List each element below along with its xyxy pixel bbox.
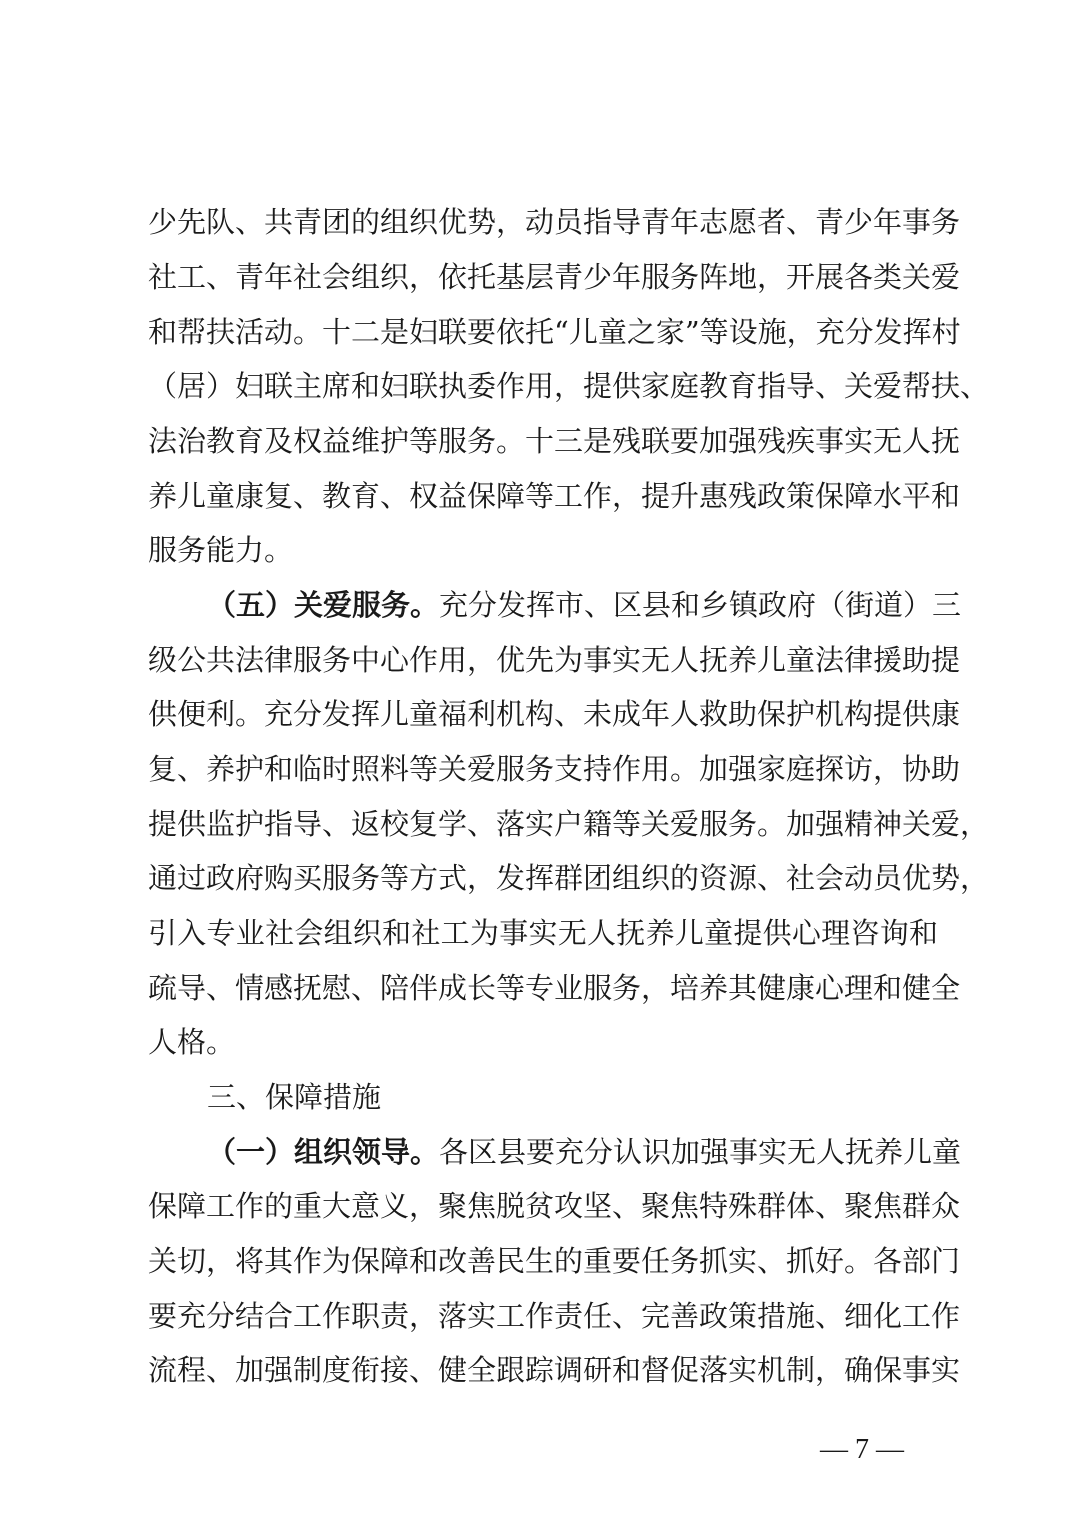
paragraph-line: 人格。 — [148, 1025, 236, 1059]
section-five-text: 充分发挥市、区县和乡镇政府（街道）三 — [439, 588, 962, 622]
paragraph-line: 保障工作的重大意义，聚焦脱贫攻坚、聚焦特殊群体、聚焦群众 — [148, 1189, 961, 1223]
paragraph-line: （居）妇联主席和妇联执委作用，提供家庭教育指导、关爱帮扶、 — [148, 369, 990, 403]
section-five-title: （五）关爱服务。 — [207, 588, 440, 622]
section-one-text: 各区县要充分认识加强事实无人抚养儿童 — [439, 1135, 962, 1169]
paragraph-line: 流程、加强制度衔接、健全跟踪调研和督促落实机制，确保事实 — [148, 1353, 961, 1387]
section-five-first-line — [207, 585, 962, 625]
paragraph-line: 养儿童康复、教育、权益保障等工作，提升惠残政策保障水平和 — [148, 479, 961, 513]
paragraph-line: 复、养护和临时照料等关爱服务支持作用。加强家庭探访，协助 — [148, 752, 961, 786]
paragraph-line: 和帮扶活动。十二是妇联要依托“儿童之家”等设施，充分发挥村 — [148, 315, 961, 349]
section-one-first-line — [207, 1132, 962, 1172]
section-one-title: （一）组织领导。 — [207, 1135, 440, 1169]
paragraph-line: 少先队、共青团的组织优势，动员指导青年志愿者、青少年事务 — [148, 205, 961, 239]
section-heading: 三、保障措施 — [207, 1080, 382, 1114]
paragraph-line: 法治教育及权益维护等服务。十三是残联要加强残疾事实无人抚 — [148, 424, 961, 458]
page-number: — 7 — — [820, 1434, 904, 1465]
paragraph-line: 通过政府购买服务等方式，发挥群团组织的资源、社会动员优势， — [148, 861, 990, 895]
paragraph-line: 引入专业社会组织和社工为事实无人抚养儿童提供心理咨询和 — [148, 916, 938, 950]
paragraph-line: 级公共法律服务中心作用，优先为事实无人抚养儿童法律援助提 — [148, 643, 961, 677]
paragraph-line: 疏导、情感抚慰、陪伴成长等专业服务，培养其健康心理和健全 — [148, 971, 961, 1005]
paragraph-line: 服务能力。 — [148, 533, 294, 567]
paragraph-line: 社工、青年社会组织，依托基层青少年服务阵地，开展各类关爱 — [148, 260, 961, 294]
paragraph-line: 供便利。充分发挥儿童福利机构、未成年人救助保护机构提供康 — [148, 697, 961, 731]
paragraph-line: 要充分结合工作职责，落实工作责任、完善政策措施、细化工作 — [148, 1299, 961, 1333]
paragraph-line: 提供监护指导、返校复学、落实户籍等关爱服务。加强精神关爱， — [148, 807, 990, 841]
paragraph-line: 关切，将其作为保障和改善民生的重要任务抓实、抓好。各部门 — [148, 1244, 961, 1278]
